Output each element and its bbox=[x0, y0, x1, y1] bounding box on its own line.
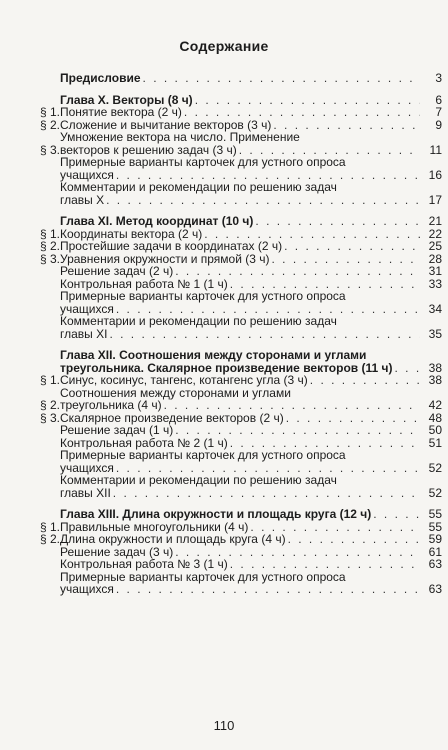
entry-text: Координаты вектора (2 ч) bbox=[60, 226, 203, 241]
page-ref: 50 bbox=[428, 423, 442, 437]
dot-leader bbox=[284, 240, 420, 253]
chapter-heading: Глава XI. Метод координат (10 ч) bbox=[60, 214, 254, 228]
toc-entry bbox=[40, 290, 442, 315]
toc-section bbox=[40, 215, 442, 340]
entry-text: Комментарии и рекомендации по решению задач bbox=[60, 314, 337, 328]
paragraph-number: § 3. bbox=[40, 251, 61, 266]
page-ref: 11 bbox=[429, 142, 442, 157]
toc-entry bbox=[40, 215, 442, 228]
dot-leader bbox=[184, 106, 420, 119]
entry-text: главы XII bbox=[60, 485, 111, 500]
entry-text: Примерные варианты карточек для устного опроса bbox=[60, 155, 346, 169]
chapter-heading: Глава XIII. Длина окружности и площадь круга (12 ч) bbox=[60, 507, 372, 521]
toc-entry bbox=[40, 156, 442, 181]
page-ref: 6 bbox=[435, 92, 442, 107]
paragraph-number: § 3. bbox=[40, 410, 61, 425]
chapter-heading: Глава XII. Соотношения между сторонами и углами bbox=[60, 348, 367, 362]
entry-text: Правильные многоугольники (4 ч) bbox=[60, 519, 249, 534]
entry-text: Контрольная работа № 3 (1 ч) bbox=[60, 557, 228, 571]
chapter-heading: треугольника. Скалярное произведение векторов (11 ч) bbox=[60, 360, 393, 375]
page-ref: 63 bbox=[428, 557, 442, 571]
dot-leader bbox=[373, 508, 420, 521]
dot-leader bbox=[395, 362, 421, 375]
dot-leader bbox=[288, 533, 420, 546]
dot-leader bbox=[109, 328, 420, 341]
entry-text: Понятие вектора (2 ч) bbox=[60, 105, 182, 119]
toc-entry bbox=[40, 571, 442, 596]
entry-text: главы XI bbox=[60, 326, 108, 341]
page-ref: 59 bbox=[428, 532, 442, 546]
page-ref: 21 bbox=[428, 214, 442, 228]
page-ref: 17 bbox=[428, 192, 442, 207]
dot-leader bbox=[106, 194, 420, 207]
toc-entry bbox=[40, 131, 442, 156]
toc-entry bbox=[40, 265, 442, 278]
entry-text: Примерные варианты карточек для устного опроса bbox=[60, 448, 346, 462]
page-number: 110 bbox=[213, 718, 235, 733]
page-ref: 38 bbox=[428, 360, 442, 375]
dot-leader bbox=[175, 424, 420, 437]
toc-entry bbox=[40, 508, 442, 521]
dot-leader bbox=[286, 412, 420, 425]
paragraph-number: § 2. bbox=[40, 239, 61, 253]
page-ref: 51 bbox=[428, 435, 442, 450]
dot-leader bbox=[310, 374, 420, 387]
entry-text: Решение задач (2 ч) bbox=[60, 264, 174, 278]
paragraph-number: § 1. bbox=[40, 519, 61, 534]
entry-text: главы X bbox=[60, 192, 105, 207]
toc-section bbox=[40, 349, 442, 499]
page-ref: 28 bbox=[428, 251, 442, 266]
dot-leader bbox=[255, 215, 420, 228]
paragraph-number: § 1. bbox=[40, 373, 61, 387]
entry-text: учащихся bbox=[60, 460, 114, 475]
entry-text: Примерные варианты карточек для устного опроса bbox=[60, 289, 346, 303]
dot-leader bbox=[175, 265, 420, 278]
dot-leader bbox=[116, 583, 420, 596]
page-ref: 48 bbox=[428, 410, 442, 425]
toc-entry bbox=[40, 474, 442, 499]
entry-text: Скалярное произведение векторов (2 ч) bbox=[60, 410, 284, 425]
entry-text: учащихся bbox=[60, 167, 114, 182]
page-ref: 33 bbox=[428, 276, 442, 291]
entry-text: векторов к решению задач (3 ч) bbox=[60, 142, 237, 157]
toc-entry bbox=[40, 387, 442, 412]
toc-entry bbox=[40, 533, 442, 546]
page-ref: 7 bbox=[435, 105, 442, 119]
chapter-heading: Глава X. Векторы (8 ч) bbox=[60, 92, 193, 107]
page-ref: 16 bbox=[428, 167, 442, 182]
toc-title: Содержание bbox=[179, 38, 269, 54]
entry-text: Уравнения окружности и прямой (3 ч) bbox=[60, 251, 270, 266]
entry-text: Сложение и вычитание векторов (3 ч) bbox=[60, 117, 272, 132]
entry-text: Контрольная работа № 2 (1 ч) bbox=[60, 435, 228, 450]
entry-text: Решение задач (3 ч) bbox=[60, 544, 174, 559]
page-ref: 25 bbox=[428, 239, 442, 253]
paragraph-number: § 2. bbox=[40, 532, 61, 546]
entry-text: Умножение вектора на число. Применение bbox=[60, 130, 300, 144]
toc-entry bbox=[40, 349, 442, 374]
page-ref: 9 bbox=[435, 117, 442, 132]
entry-text: Простейшие задачи в координатах (2 ч) bbox=[60, 239, 283, 253]
entry-text: Синус, косинус, тангенс, котангенс угла (3 ч) bbox=[60, 373, 308, 387]
paragraph-number: § 3. bbox=[40, 142, 61, 157]
page-ref: 22 bbox=[428, 226, 442, 241]
page-ref: 52 bbox=[428, 485, 442, 500]
toc-section bbox=[40, 508, 442, 596]
toc-section bbox=[40, 72, 442, 85]
entry-text: учащихся bbox=[60, 582, 114, 596]
page-ref: 38 bbox=[428, 373, 442, 387]
toc-entry bbox=[40, 315, 442, 340]
toc-section bbox=[40, 94, 442, 207]
entry-text: Комментарии и рекомендации по решению задач bbox=[60, 473, 337, 487]
dot-leader bbox=[195, 94, 420, 107]
page-ref: 55 bbox=[428, 507, 442, 521]
entry-text: Примерные варианты карточек для устного опроса bbox=[60, 569, 346, 584]
page-ref: 35 bbox=[428, 326, 442, 341]
entry-text: Решение задач (1 ч) bbox=[60, 423, 174, 437]
page-ref: 34 bbox=[428, 301, 442, 316]
page-ref: 42 bbox=[428, 398, 442, 412]
entry-text: учащихся bbox=[60, 301, 114, 316]
chapter-heading: Предисловие bbox=[60, 71, 141, 85]
entry-text: Контрольная работа № 1 (1 ч) bbox=[60, 276, 228, 291]
page-ref: 61 bbox=[428, 544, 442, 559]
entry-text: Соотношения между сторонами и углами bbox=[60, 385, 291, 400]
entry-text: Комментарии и рекомендации по решению задач bbox=[60, 180, 337, 194]
dot-leader bbox=[164, 399, 420, 412]
paragraph-number: § 2. bbox=[40, 117, 61, 132]
page-ref: 3 bbox=[435, 71, 442, 85]
dot-leader bbox=[143, 72, 420, 85]
entry-text: Длина окружности и площадь круга (4 ч) bbox=[60, 532, 286, 546]
toc-entry bbox=[40, 72, 442, 85]
dot-leader bbox=[272, 253, 420, 266]
page-ref: 55 bbox=[428, 519, 442, 534]
paragraph-number: § 1. bbox=[40, 105, 61, 119]
toc-entry bbox=[40, 181, 442, 206]
paragraph-number: § 1. bbox=[40, 226, 61, 241]
toc-entry bbox=[40, 449, 442, 474]
toc-entry bbox=[40, 106, 442, 119]
dot-leader bbox=[113, 487, 420, 500]
toc-entry bbox=[40, 424, 442, 437]
toc-entry bbox=[40, 240, 442, 253]
entry-text: треугольника (4 ч) bbox=[60, 398, 162, 412]
table-of-contents bbox=[40, 72, 442, 605]
page-ref: 63 bbox=[428, 582, 442, 596]
paragraph-number: § 2. bbox=[40, 398, 61, 412]
page-ref: 31 bbox=[428, 264, 442, 278]
page-ref: 52 bbox=[428, 460, 442, 475]
